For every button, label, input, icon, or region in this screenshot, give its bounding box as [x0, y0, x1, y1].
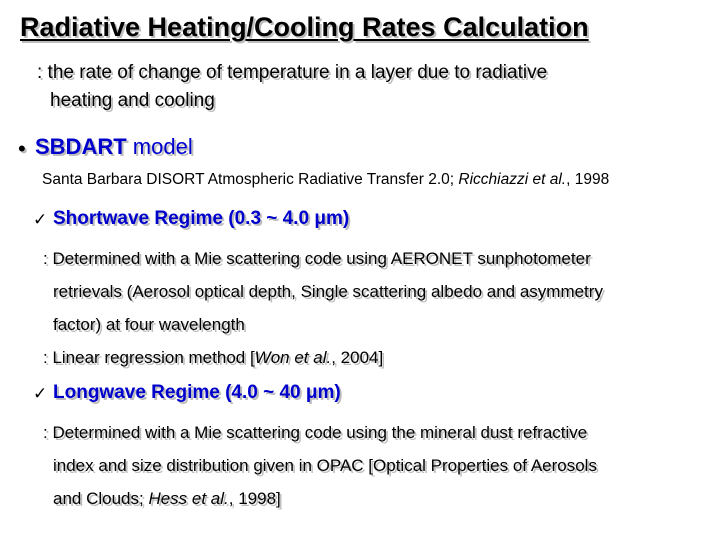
- model-ref-year: , 1998: [566, 171, 610, 188]
- sw-desc4-pre: : Linear regression method [: [43, 348, 255, 367]
- model-word: model: [132, 134, 193, 159]
- slide-title: Radiative Heating/Cooling Rates Calculation: [20, 12, 589, 42]
- longwave-desc-2: index and size distribution given in OPAC [Optical Properties of Aerosols: [53, 456, 597, 475]
- model-ref-main: Santa Barbara DISORT Atmospheric Radiative Transfer 2.0;: [42, 171, 459, 188]
- model-ref-author: Ricchiazzi et al.: [458, 171, 567, 188]
- shortwave-check-icon: ✓: [33, 210, 48, 229]
- shortwave-desc-2: retrievals (Aerosol optical depth, Single scattering albedo and asymmetry: [53, 282, 603, 301]
- longwave-desc-3: [53, 489, 281, 509]
- shortwave-desc-1: : Determined with a Mie scattering code using AERONET sunphotometer: [43, 249, 591, 268]
- sw-desc4-author: Won et al.: [254, 348, 332, 367]
- sw-desc4-post: , 2004]: [331, 348, 384, 367]
- lw-desc3-post: , 1998]: [228, 489, 281, 508]
- lw-desc3-author: Hess et al.: [148, 489, 229, 508]
- model-reference: [42, 171, 609, 189]
- model-heading: [35, 134, 193, 160]
- bullet-icon: •: [18, 136, 26, 161]
- longwave-check-icon: ✓: [33, 384, 48, 403]
- lw-desc3-pre: and Clouds;: [53, 489, 149, 508]
- definition-line-2: heating and cooling: [50, 90, 215, 111]
- shortwave-desc-3: factor) at four wavelength: [53, 315, 245, 334]
- longwave-title: Longwave Regime (4.0 ~ 40 μm): [53, 382, 341, 403]
- shortwave-title: Shortwave Regime (0.3 ~ 4.0 μm): [53, 208, 350, 229]
- definition-line-1: : the rate of change of temperature in a layer due to radiative: [37, 62, 548, 83]
- longwave-desc-1: : Determined with a Mie scattering code using the mineral dust refractive: [43, 423, 588, 442]
- shortwave-desc-4: [43, 348, 383, 368]
- model-name: SBDART: [35, 134, 127, 159]
